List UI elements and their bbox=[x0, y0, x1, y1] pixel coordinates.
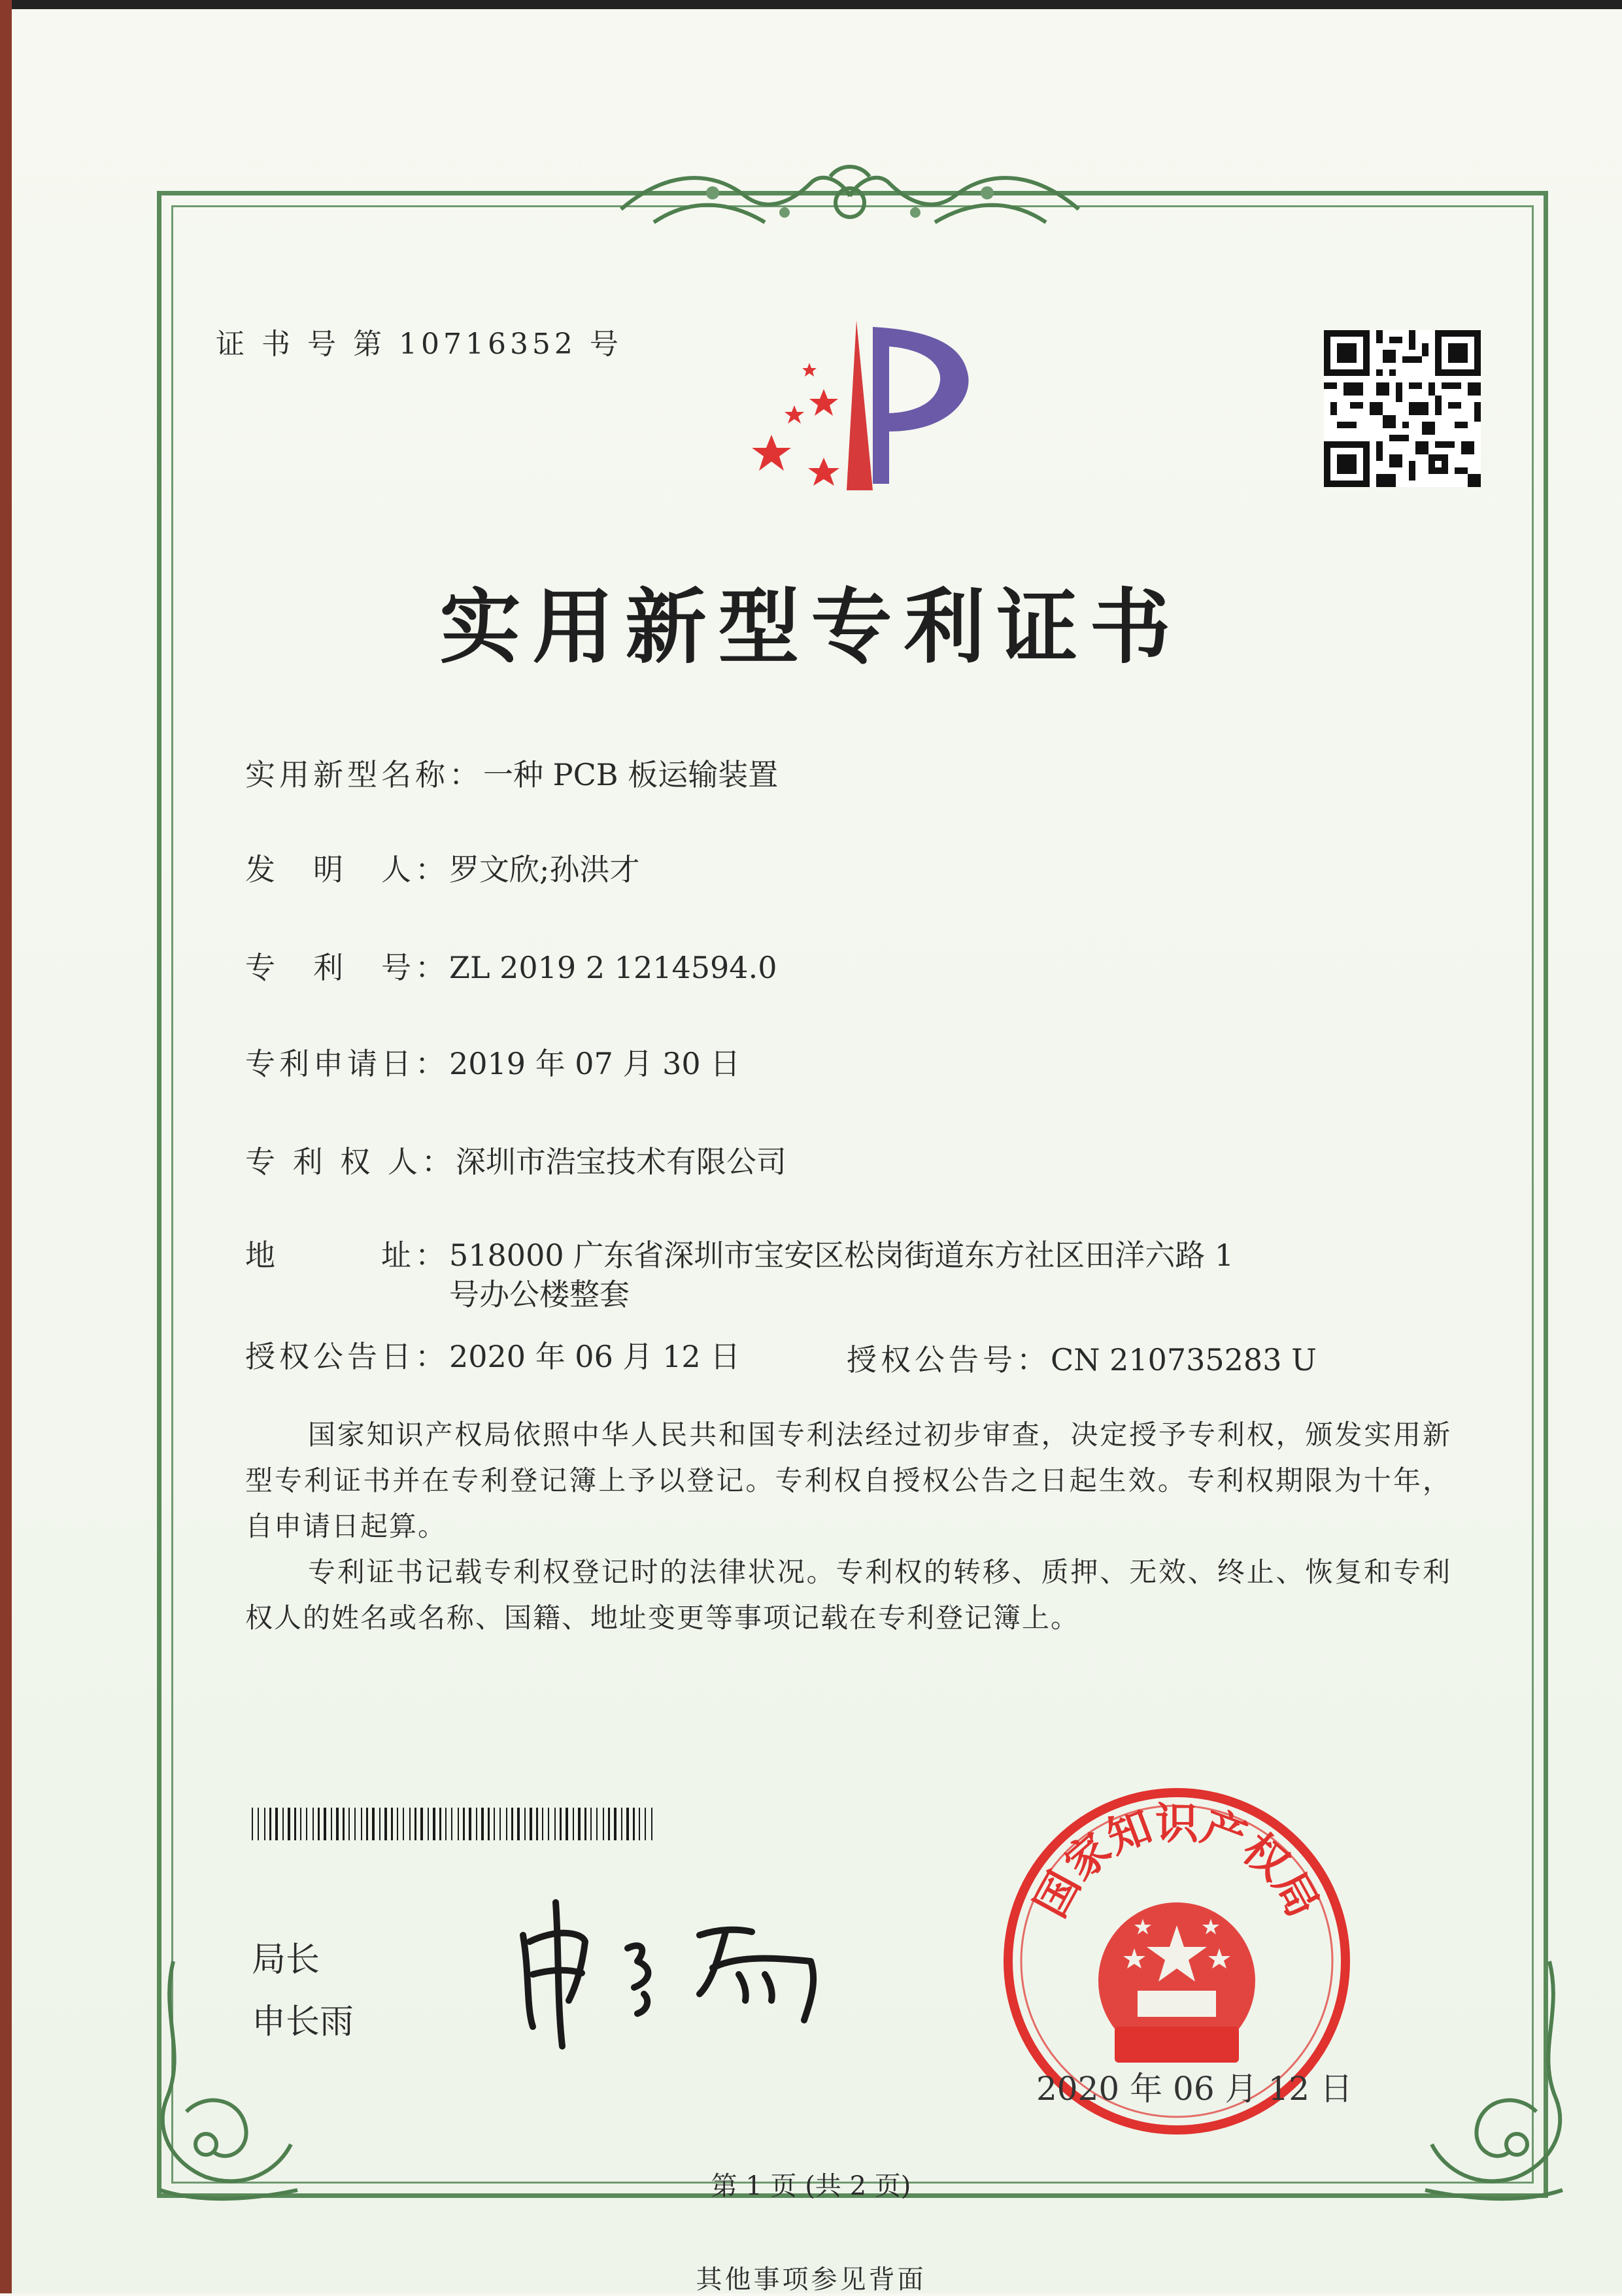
barcode-bar bbox=[275, 1808, 278, 1840]
barcode-bar bbox=[428, 1808, 429, 1840]
barcode-bar bbox=[560, 1808, 562, 1840]
page-indicator: 第 1 页 (共 2 页) bbox=[711, 2171, 911, 2201]
barcode-bar bbox=[573, 1808, 574, 1840]
barcode-bar bbox=[639, 1808, 640, 1840]
barcode-bar bbox=[584, 1808, 586, 1840]
field-value: 2019 年 07 月 30 日 bbox=[449, 1046, 741, 1081]
barcode-bar bbox=[403, 1808, 404, 1840]
barcode-bar bbox=[596, 1808, 598, 1840]
barcode-bar bbox=[566, 1808, 568, 1840]
field-value: 深圳市浩宝技术有限公司 bbox=[455, 1144, 786, 1179]
barcode-bar bbox=[414, 1808, 416, 1840]
barcode-icon bbox=[252, 1808, 657, 1840]
field-value: 罗文欣;孙洪才 bbox=[449, 852, 640, 887]
seal-text: 国家知识产权局 bbox=[1024, 1798, 1329, 1926]
barcode-bar bbox=[433, 1808, 435, 1840]
barcode-bar bbox=[494, 1808, 495, 1840]
seal-date: 2020 年 06 月 12 日 bbox=[1036, 2070, 1353, 2108]
barcode-bar bbox=[306, 1808, 307, 1840]
field-label: 专利申请日： bbox=[245, 1046, 449, 1081]
barcode-bar bbox=[481, 1808, 484, 1840]
field-label: 授权公告号： bbox=[847, 1342, 1051, 1377]
field-patent-number bbox=[245, 948, 777, 987]
barcode-bar bbox=[300, 1808, 301, 1840]
barcode-bar bbox=[313, 1808, 314, 1840]
barcode-bar bbox=[506, 1808, 507, 1840]
barcode-bar bbox=[578, 1808, 581, 1840]
barcode-bar bbox=[590, 1808, 592, 1840]
field-value: 一种 PCB 板运输装置 bbox=[483, 757, 779, 792]
barcode-bar bbox=[476, 1808, 477, 1840]
footnote: 其他事项参见背面 bbox=[696, 2265, 926, 2295]
barcode-bar bbox=[294, 1808, 296, 1840]
barcode-bar bbox=[626, 1808, 629, 1840]
barcode-bar bbox=[651, 1808, 652, 1840]
barcode-bar bbox=[524, 1808, 526, 1840]
legal-paragraph-text: 国家知识产权局依照中华人民共和国专利法经过初步审查，决定授予专利权，颁发实用新型专利证书并在专利登记簿上予以登记。专利权自授权公告之日起生效。专利权期限为十年，自申请日起算。 bbox=[245, 1419, 1451, 1542]
barcode-bar bbox=[451, 1808, 452, 1840]
barcode-bar bbox=[511, 1808, 513, 1840]
barcode-bar bbox=[548, 1808, 549, 1840]
barcode-bar bbox=[542, 1808, 543, 1840]
barcode-bar bbox=[269, 1808, 271, 1840]
field-label: 地 址： bbox=[245, 1238, 449, 1273]
barcode-bar bbox=[372, 1808, 375, 1840]
barcode-bar bbox=[258, 1808, 259, 1840]
barcode-bar bbox=[469, 1808, 471, 1840]
field-value: CN 210735283 U bbox=[1051, 1342, 1317, 1377]
scan-edge-left bbox=[0, 0, 12, 2293]
field-value: ZL 2019 2 1214594.0 bbox=[449, 950, 777, 985]
barcode-bar bbox=[633, 1808, 635, 1840]
field-value: 518000 广东省深圳市宝安区松岗街道东方社区田洋六路 1 号办公楼整套 bbox=[449, 1238, 1234, 1312]
barcode-bar bbox=[409, 1808, 411, 1840]
field-label: 实用新型名称： bbox=[245, 757, 483, 792]
barcode-bar bbox=[324, 1808, 326, 1840]
barcode-bar bbox=[517, 1808, 520, 1840]
field-patentee bbox=[245, 1142, 786, 1181]
barcode-bar bbox=[282, 1808, 284, 1840]
barcode-bar bbox=[379, 1808, 380, 1840]
field-label: 授权公告日： bbox=[245, 1339, 449, 1374]
field-label: 专 利 号： bbox=[245, 950, 449, 985]
cnipa-logo-icon bbox=[732, 307, 974, 503]
director-signature bbox=[503, 1896, 856, 2053]
barcode-bar bbox=[536, 1808, 538, 1840]
barcode-bar bbox=[499, 1808, 501, 1840]
barcode-bar bbox=[554, 1808, 556, 1840]
field-value: 2020 年 06 月 12 日 bbox=[449, 1339, 741, 1374]
barcode-bar bbox=[318, 1808, 320, 1840]
barcode-bar bbox=[445, 1808, 447, 1840]
field-application-date bbox=[245, 1044, 740, 1083]
director-name: 申长雨 bbox=[252, 2002, 354, 2042]
barcode-bar bbox=[463, 1808, 465, 1840]
top-ornament-icon bbox=[615, 157, 1085, 242]
barcode-bar bbox=[420, 1808, 423, 1840]
barcode-bar bbox=[361, 1808, 362, 1840]
legal-paragraph bbox=[245, 1549, 1451, 1641]
field-grant-number bbox=[847, 1340, 1317, 1379]
barcode-bar bbox=[439, 1808, 441, 1840]
barcode-bar bbox=[621, 1808, 622, 1840]
barcode-bar bbox=[354, 1808, 356, 1840]
scan-edge-top bbox=[0, 0, 1622, 9]
field-grant-date bbox=[245, 1337, 740, 1376]
barcode-bar bbox=[384, 1808, 387, 1840]
barcode-bar bbox=[608, 1808, 610, 1840]
barcode-bar bbox=[366, 1808, 368, 1840]
barcode-bar bbox=[343, 1808, 345, 1840]
barcode-bar bbox=[391, 1808, 393, 1840]
certificate-number-suffix: 号 bbox=[589, 328, 622, 361]
barcode-bar bbox=[488, 1808, 490, 1840]
barcode-bar bbox=[288, 1808, 290, 1840]
qr-code-icon bbox=[1324, 330, 1481, 487]
legal-paragraph-text: 专利证书记载专利权登记时的法律状况。专利权的转移、质押、无效、终止、恢复和专利权人的姓名或名称、国籍、地址变更等事项记载在专利登记簿上。 bbox=[245, 1556, 1451, 1634]
barcode-bar bbox=[348, 1808, 350, 1840]
field-utility-model-name bbox=[245, 755, 778, 794]
barcode-bar bbox=[264, 1808, 265, 1840]
barcode-bar bbox=[336, 1808, 339, 1840]
barcode-bar bbox=[645, 1808, 646, 1840]
field-inventor bbox=[245, 850, 640, 889]
certificate-title: 实用新型专利证书 bbox=[439, 580, 1183, 675]
barcode-bar bbox=[530, 1808, 532, 1840]
certificate-number bbox=[216, 320, 622, 362]
barcode-bar bbox=[397, 1808, 398, 1840]
certificate-number-label: 证 书 号 第 bbox=[216, 328, 386, 361]
certificate-number-value: 10716352 bbox=[398, 328, 577, 361]
barcode-bar bbox=[331, 1808, 332, 1840]
field-address bbox=[245, 1236, 1273, 1314]
barcode-bar bbox=[614, 1808, 617, 1840]
barcode-bar bbox=[603, 1808, 604, 1840]
field-label: 发 明 人： bbox=[245, 852, 449, 887]
barcode-bar bbox=[252, 1808, 253, 1840]
field-label: 专 利 权 人： bbox=[245, 1144, 456, 1179]
director-title: 局长 bbox=[252, 1940, 320, 1980]
barcode-bar bbox=[458, 1808, 459, 1840]
legal-paragraph bbox=[245, 1412, 1451, 1549]
